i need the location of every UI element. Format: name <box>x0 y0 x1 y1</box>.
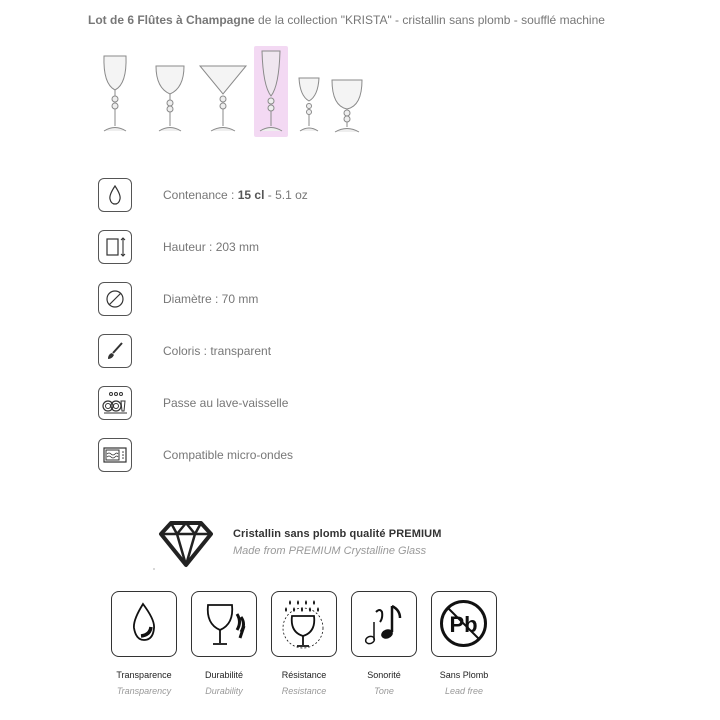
feature-tone <box>351 591 419 696</box>
spec-color-text: Coloris : transparent <box>163 344 272 358</box>
diamond-icon <box>157 520 215 568</box>
dishwasher-icon <box>98 386 132 420</box>
feature-tone-label: Sonorité <box>367 670 401 680</box>
height-icon <box>98 230 132 264</box>
feature-resistance <box>271 591 339 696</box>
spec-dishwasher <box>98 386 518 422</box>
durability-glass-icon <box>191 591 257 657</box>
feature-transparency-label: Transparence <box>116 670 172 680</box>
liqueur-glass[interactable] <box>299 78 319 131</box>
coupe-glass[interactable] <box>332 80 362 132</box>
spec-height-text: Hauteur : 203 mm <box>163 240 260 254</box>
premium-subtitle: Made from PREMIUM Crystalline Glass <box>233 545 427 557</box>
spec-diameter-text: Diamètre : 70 mm <box>163 292 259 306</box>
spec-capacity-text <box>163 188 308 202</box>
spec-capacity-value: 15 cl <box>237 188 265 202</box>
product-title <box>88 13 605 27</box>
transparency-drop-icon <box>111 591 177 657</box>
small-wine-glass[interactable] <box>156 66 184 131</box>
glass-collection <box>96 46 396 138</box>
lead-free-badge: Pb <box>449 612 478 637</box>
spec-capacity-suffix: - 5.1 oz <box>264 188 308 202</box>
microwave-icon <box>98 438 132 472</box>
feature-resistance-sub: Resistance <box>281 686 327 696</box>
diameter-icon <box>98 282 132 316</box>
resistance-glass-icon <box>271 591 337 657</box>
premium-title: Cristallin sans plomb qualité PREMIUM <box>233 528 442 540</box>
feature-durability <box>191 591 259 696</box>
spec-dishwasher-text: Passe au lave-vaisselle <box>163 396 289 410</box>
spec-capacity-label: Contenance : <box>163 188 238 202</box>
product-title-bold: Lot de 6 Flûtes à Champagne <box>88 13 255 27</box>
feature-lead-free-sub: Lead free <box>444 686 484 696</box>
feature-resistance-label: Résistance <box>281 670 327 680</box>
lead-free-icon <box>431 591 497 657</box>
brush-icon <box>98 334 132 368</box>
spec-height <box>98 230 518 266</box>
drop-icon <box>98 178 132 212</box>
spec-capacity <box>98 178 518 214</box>
feature-durability-sub: Durability <box>205 686 243 696</box>
wine-glass[interactable] <box>104 56 126 131</box>
feature-lead-free-label: Sans Plomb <box>439 670 489 680</box>
feature-durability-label: Durabilité <box>204 670 244 680</box>
product-title-rest: de la collection "KRISTA" - cristallin sans plomb - soufflé machine <box>254 13 605 27</box>
feature-tone-sub: Tone <box>374 686 394 696</box>
premium-crystal <box>157 520 457 570</box>
spec-diameter <box>98 282 518 318</box>
feature-transparency-sub: Transparency <box>116 686 172 696</box>
feature-lead-free <box>431 591 499 696</box>
music-note-icon <box>351 591 417 657</box>
spec-color <box>98 334 518 370</box>
spec-microwave <box>98 438 518 474</box>
martini-glass[interactable] <box>200 66 246 131</box>
spec-microwave-text: Compatible micro-ondes <box>163 448 294 462</box>
decorative-dot <box>153 568 155 570</box>
feature-transparency <box>111 591 179 696</box>
